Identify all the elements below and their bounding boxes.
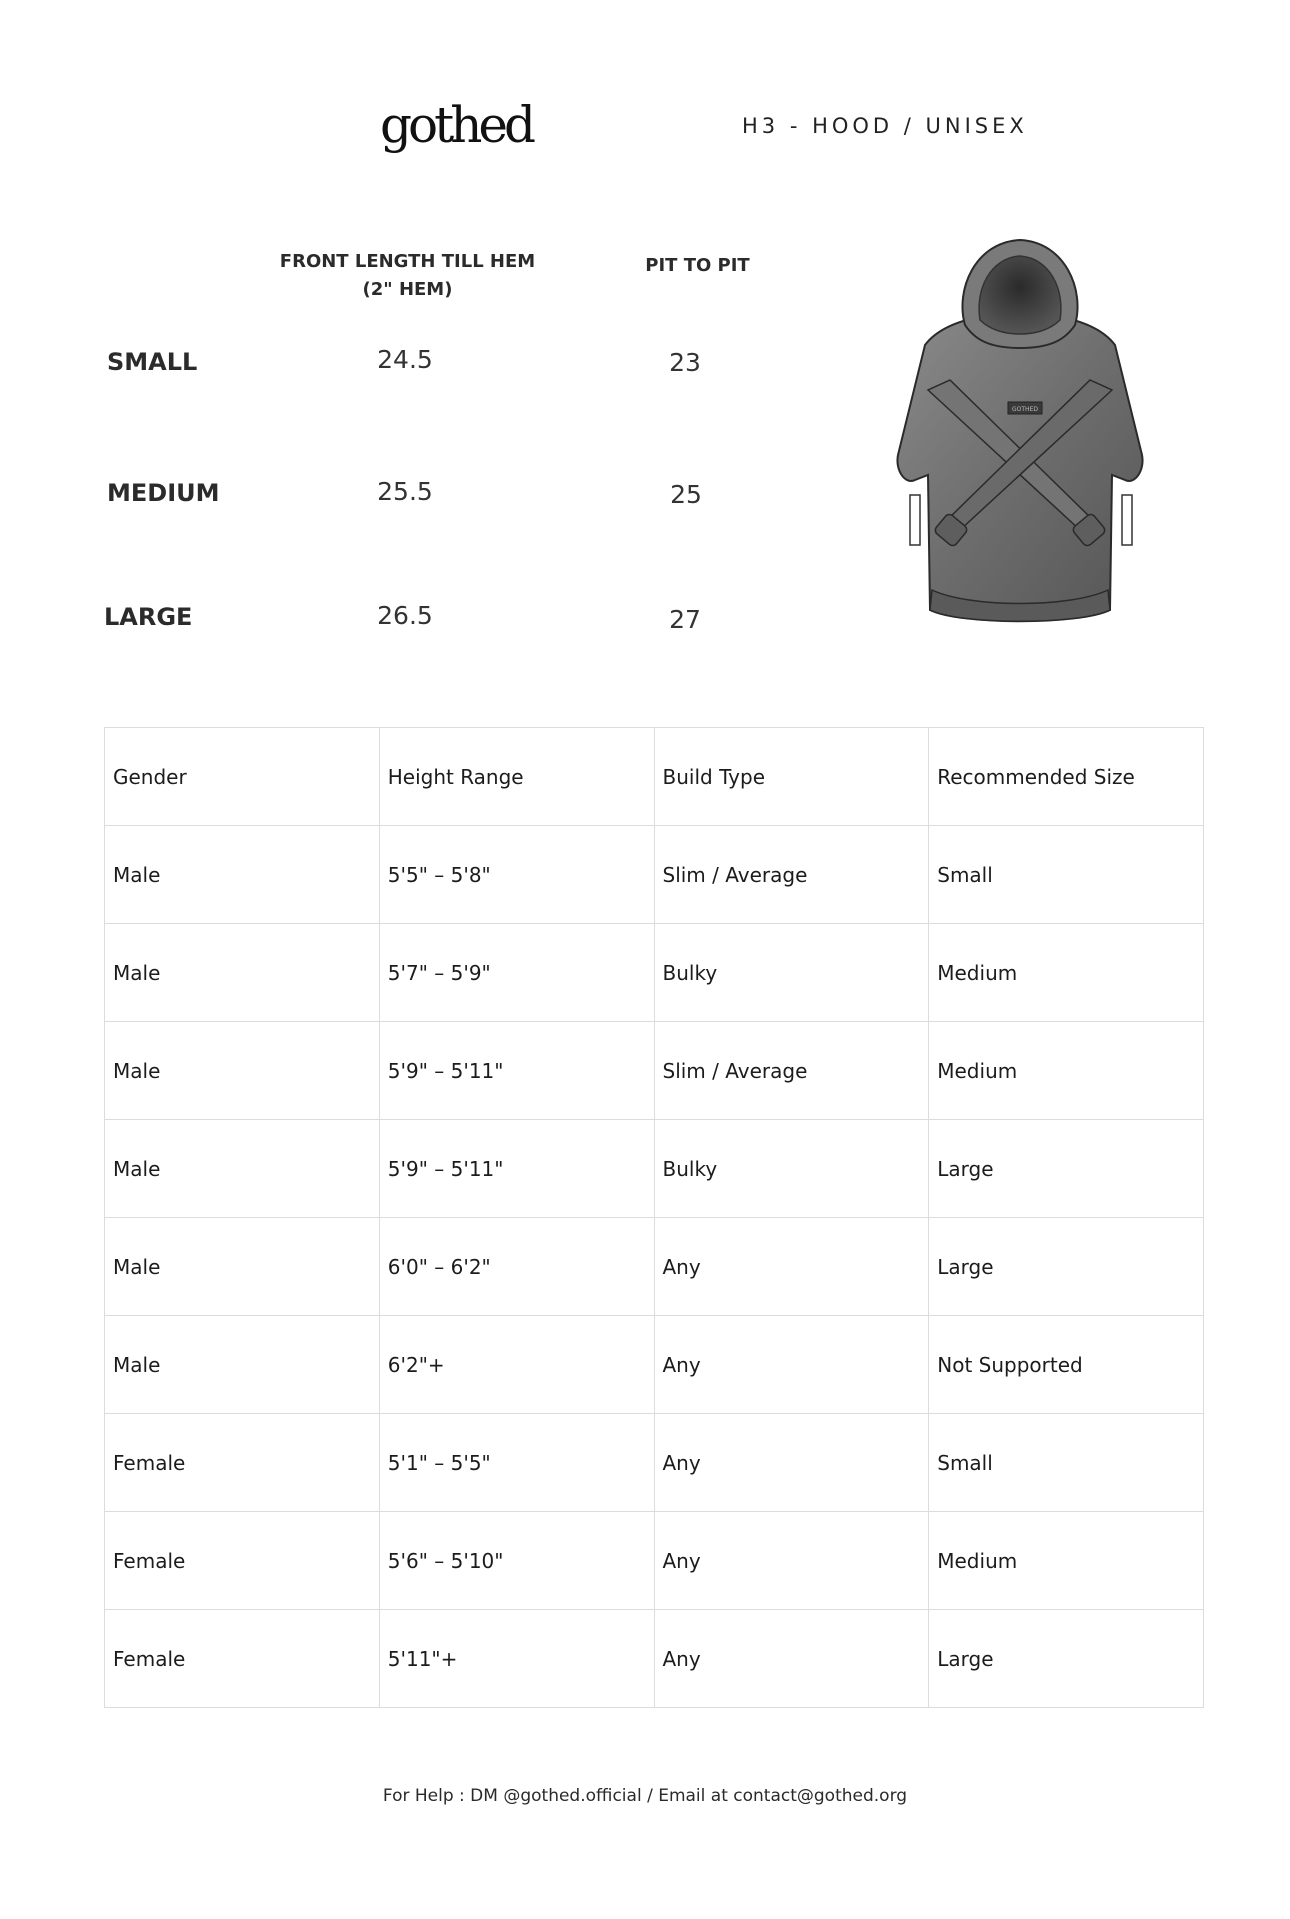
table-row <box>105 1414 1204 1512</box>
cell-gender: Female <box>105 1414 380 1512</box>
table-header-row <box>105 728 1204 826</box>
page-title: H3 - HOOD / UNISEX <box>742 114 1028 138</box>
hoodie-chest-label: GOTHED <box>1012 406 1038 413</box>
table-row <box>105 1512 1204 1610</box>
cell-build-type: Slim / Average <box>654 826 929 924</box>
table-row <box>105 1218 1204 1316</box>
front-length-medium: 25.5 <box>377 477 433 506</box>
cell-build-type: Bulky <box>654 924 929 1022</box>
cell-build-type: Any <box>654 1610 929 1708</box>
cell-recommended-size: Medium <box>929 1022 1204 1120</box>
cell-gender: Female <box>105 1512 380 1610</box>
header-build-type: Build Type <box>654 728 929 826</box>
cell-gender: Male <box>105 1316 380 1414</box>
size-label-large: LARGE <box>104 603 193 631</box>
cell-build-type: Any <box>654 1218 929 1316</box>
cell-height-range: 5'6" – 5'10" <box>379 1512 654 1610</box>
cell-recommended-size: Small <box>929 1414 1204 1512</box>
hoodie-illustration-icon <box>880 230 1160 630</box>
cell-recommended-size: Large <box>929 1120 1204 1218</box>
cell-recommended-size: Not Supported <box>929 1316 1204 1414</box>
cell-height-range: 5'9" – 5'11" <box>379 1022 654 1120</box>
pit-to-pit-medium: 25 <box>670 480 702 509</box>
table-row <box>105 1120 1204 1218</box>
size-label-medium: MEDIUM <box>107 479 220 507</box>
front-length-small: 24.5 <box>377 345 433 374</box>
cell-gender: Male <box>105 1120 380 1218</box>
table-row <box>105 826 1204 924</box>
cell-height-range: 6'2"+ <box>379 1316 654 1414</box>
cell-recommended-size: Large <box>929 1218 1204 1316</box>
pit-to-pit-small: 23 <box>669 348 701 377</box>
cell-height-range: 6'0" – 6'2" <box>379 1218 654 1316</box>
help-footer: For Help : DM @gothed.official / Email at contact@gothed.org <box>382 1786 908 1806</box>
size-label-small: SMALL <box>107 348 198 376</box>
table-row <box>105 924 1204 1022</box>
cell-height-range: 5'5" – 5'8" <box>379 826 654 924</box>
cell-build-type: Any <box>654 1512 929 1610</box>
table-row <box>105 1022 1204 1120</box>
cell-build-type: Any <box>654 1414 929 1512</box>
cell-recommended-size: Large <box>929 1610 1204 1708</box>
pit-to-pit-large: 27 <box>669 605 701 634</box>
brand-logo: gothed <box>380 96 533 154</box>
cell-recommended-size: Medium <box>929 924 1204 1022</box>
cell-gender: Female <box>105 1610 380 1708</box>
cell-gender: Male <box>105 826 380 924</box>
cell-build-type: Bulky <box>654 1120 929 1218</box>
cell-gender: Male <box>105 1022 380 1120</box>
header-recommended-size: Recommended Size <box>929 728 1204 826</box>
header-gender: Gender <box>105 728 380 826</box>
cell-height-range: 5'1" – 5'5" <box>379 1414 654 1512</box>
cell-height-range: 5'11"+ <box>379 1610 654 1708</box>
table-row <box>105 1316 1204 1414</box>
header-height-range: Height Range <box>379 728 654 826</box>
size-recommendation-table <box>104 727 1204 1708</box>
cell-recommended-size: Small <box>929 826 1204 924</box>
cell-gender: Male <box>105 924 380 1022</box>
column-header-front-length: FRONT LENGTH TILL HEM (2" HEM) <box>279 251 536 300</box>
cell-build-type: Any <box>654 1316 929 1414</box>
column-header-pit-to-pit: PIT TO PIT <box>645 255 750 276</box>
table-row <box>105 1610 1204 1708</box>
front-length-large: 26.5 <box>377 601 433 630</box>
cell-height-range: 5'9" – 5'11" <box>379 1120 654 1218</box>
cell-height-range: 5'7" – 5'9" <box>379 924 654 1022</box>
cell-recommended-size: Medium <box>929 1512 1204 1610</box>
cell-build-type: Slim / Average <box>654 1022 929 1120</box>
cell-gender: Male <box>105 1218 380 1316</box>
